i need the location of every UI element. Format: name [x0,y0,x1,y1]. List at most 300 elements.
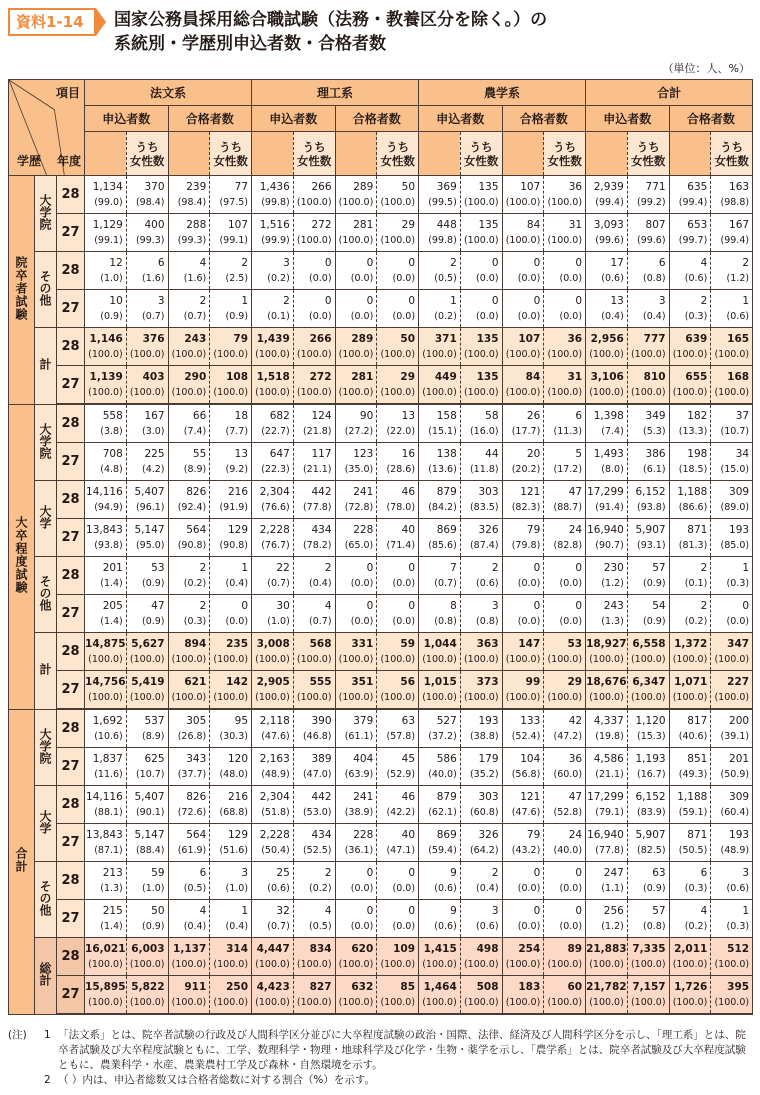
percent-value: (100.0) [380,958,416,970]
applicants-header: 申込者数 [85,106,169,132]
percent-value: (40.0) [428,768,457,780]
percent-value: (100.0) [422,691,457,703]
percent-value: (11.8) [469,463,499,475]
percent-value: (99.4) [678,196,708,208]
count-value: 31 [567,370,583,383]
value-cell [252,976,294,1015]
percent-value: (38.8) [469,730,499,742]
percent-value: (99.9) [261,234,290,246]
percent-value: (100.0) [296,691,332,703]
count-value: 1,071 [674,675,708,688]
section-label [9,176,35,405]
percent-value: (0.2) [267,272,290,284]
percent-value: (100.0) [338,691,374,703]
value-cell [210,290,252,328]
blank-header-cell [502,132,544,176]
value-cell [627,938,669,976]
value-cell [711,862,753,900]
women-line-2: 女性数 [213,153,248,168]
percent-value: (11.6) [94,768,123,780]
count-value: 2 [700,599,708,612]
value-cell [126,328,168,366]
count-value: 95 [234,714,249,727]
value-cell [377,976,419,1015]
percent-value: (0.0) [350,272,374,284]
value-cell [586,214,628,252]
percent-value: (100.0) [463,234,499,246]
percent-value: (100.0) [547,996,583,1008]
percent-value: (0.6) [726,882,750,894]
count-value: 2 [742,256,750,269]
group-header: 合計 [586,80,753,106]
count-value: 289 [353,180,374,193]
count-value: 879 [436,485,457,498]
percent-value: (100.0) [171,653,207,665]
value-cell [85,786,127,824]
percent-value: (0.6) [267,882,290,894]
value-cell [377,290,419,328]
percent-value: (100.0) [338,958,374,970]
year-cell: 28 [57,404,85,443]
percent-value: (68.8) [219,806,249,818]
table-row [9,557,753,595]
value-cell [669,252,711,290]
women-count-header [126,132,168,176]
percent-value: (0.0) [309,310,332,322]
percent-value: (52.4) [511,730,541,742]
women-line-1: うち [219,139,243,154]
percent-value: (72.6) [177,806,207,818]
count-value: 165 [727,332,750,345]
value-cell [335,595,377,633]
value-cell [627,786,669,824]
value-cell [419,824,461,862]
value-cell [627,671,669,710]
value-cell [669,290,711,328]
count-value: 24 [568,523,583,536]
percent-value: (0.5) [434,272,457,284]
percent-value: (100.0) [505,234,541,246]
value-cell [335,976,377,1015]
value-cell [586,900,628,938]
percent-value: (27.2) [344,425,374,437]
value-cell [544,328,586,366]
percent-value: (0.4) [309,577,332,589]
count-value: 1,137 [173,942,207,955]
percent-value: (0.0) [309,272,332,284]
percent-value: (97.5) [219,196,249,208]
value-cell [210,557,252,595]
value-cell [586,366,628,405]
value-cell [168,519,210,557]
passers-header: 合格者数 [168,106,252,132]
value-cell [460,214,502,252]
percent-value: (100.0) [380,996,416,1008]
value-cell [252,862,294,900]
percent-value: (100.0) [630,958,666,970]
count-value: 2,118 [259,714,290,727]
percent-value: (100.0) [255,348,290,360]
count-value: 63 [401,714,416,727]
value-cell [711,786,753,824]
section-label-text: 院卒者試験 [14,255,28,321]
year-cell: 27 [57,595,85,633]
count-value: 3 [241,866,249,879]
count-value: 1,692 [92,714,123,727]
percent-value: (100.0) [129,386,165,398]
value-cell [126,862,168,900]
count-value: 168 [727,370,750,383]
value-cell [377,862,419,900]
value-cell [586,671,628,710]
percent-value: (100.0) [422,348,457,360]
value-cell [335,443,377,481]
value-cell [669,176,711,214]
percent-value: (21.8) [302,425,332,437]
value-cell [335,557,377,595]
value-cell [502,976,544,1015]
applicants-header: 申込者数 [586,106,670,132]
year-cell: 27 [57,366,85,405]
corner-education-label: 学歴 [17,154,42,168]
percent-value: (1.2) [601,920,624,932]
count-value: 5,419 [131,675,165,688]
table-row [9,252,753,290]
value-cell [460,519,502,557]
count-value: 147 [518,637,541,650]
percent-value: (78.0) [386,501,416,513]
women-line-1: うち [469,139,493,154]
percent-value: (99.2) [636,196,666,208]
count-value: 879 [436,790,457,803]
value-cell [210,786,252,824]
count-value: 3 [658,294,666,307]
count-value: 227 [727,675,750,688]
count-value: 404 [353,752,374,765]
percent-value: (62.1) [428,806,457,818]
percent-value: (100.0) [672,691,708,703]
percent-value: (0.8) [643,920,666,932]
count-value: 107 [227,218,249,231]
percent-value: (71.4) [386,539,416,551]
value-cell [460,938,502,976]
count-value: 2,163 [259,752,290,765]
count-value: 817 [687,714,708,727]
count-value: 2,304 [259,485,290,498]
value-cell [502,786,544,824]
value-cell [293,633,335,671]
percent-value: (47.6) [511,806,541,818]
value-cell [335,938,377,976]
percent-value: (100.0) [338,653,374,665]
count-value: 3 [491,599,499,612]
education-label [35,862,57,938]
count-value: 869 [436,828,457,841]
value-cell [544,862,586,900]
count-value: 13 [610,294,624,307]
count-value: 46 [401,790,416,803]
value-cell [377,328,419,366]
count-value: 79 [233,332,249,345]
count-value: 4,447 [256,942,290,955]
percent-value: (52.8) [553,806,583,818]
count-value: 2 [491,866,499,879]
count-value: 0 [533,294,541,307]
value-cell [419,633,461,671]
percent-value: (0.9) [141,615,165,627]
count-value: 21,782 [586,980,627,993]
percent-value: (0.0) [350,615,374,627]
value-cell [168,404,210,443]
count-value: 6 [199,866,207,879]
count-value: 1 [742,294,750,307]
percent-value: (20.2) [511,463,541,475]
count-value: 498 [476,942,499,955]
women-line-2: 女性数 [463,153,499,168]
percent-value: (100.0) [672,348,708,360]
count-value: 851 [687,752,708,765]
percent-value: (100.0) [88,386,123,398]
count-value: 288 [186,218,207,231]
percent-value: (0.0) [392,882,416,894]
value-cell [377,252,419,290]
value-cell [502,252,544,290]
percent-value: (60.0) [553,768,583,780]
percent-value: (100.0) [380,386,416,398]
percent-value: (5.3) [643,425,666,437]
count-value: 5 [575,447,583,460]
value-cell [126,709,168,748]
value-cell [627,252,669,290]
education-label-text: その他 [38,880,52,916]
table-row [9,519,753,557]
count-value: 120 [227,752,249,765]
percent-value: (0.0) [559,310,583,322]
value-cell [210,519,252,557]
year-cell: 28 [57,328,85,366]
value-cell [85,595,127,633]
count-value: 59 [151,866,165,879]
education-label-text: 総計 [38,962,52,987]
value-cell [335,862,377,900]
value-cell [544,824,586,862]
value-cell [335,900,377,938]
percent-value: (0.6) [476,920,499,932]
percent-value: (100.0) [213,996,249,1008]
percent-value: (92.4) [177,501,207,513]
value-cell [460,633,502,671]
value-cell [335,290,377,328]
percent-value: (100.0) [129,958,165,970]
value-cell [126,290,168,328]
value-cell [85,671,127,710]
percent-value: (0.6) [726,310,750,322]
percent-value: (16.7) [636,768,666,780]
count-value: 9 [450,866,457,879]
count-value: 1,436 [259,180,290,193]
percent-value: (100.0) [129,348,165,360]
women-count-header [460,132,502,176]
value-cell [544,786,586,824]
education-label [35,481,57,557]
percent-value: (0.8) [476,615,499,627]
count-value: 4,586 [593,752,624,765]
value-cell [460,824,502,862]
value-cell [586,709,628,748]
count-value: 193 [729,523,750,536]
value-cell [168,252,210,290]
count-value: 272 [309,370,332,383]
corner-header [9,80,85,176]
count-value: 826 [186,485,207,498]
percent-value: (100.0) [630,996,666,1008]
percent-value: (100.0) [547,653,583,665]
value-cell [586,938,628,976]
percent-value: (94.9) [94,501,123,513]
percent-value: (0.0) [517,882,541,894]
count-value: 508 [476,980,499,993]
value-cell [502,214,544,252]
percent-value: (100.0) [129,653,165,665]
value-cell [335,748,377,786]
count-value: 5,407 [134,790,165,803]
value-cell [293,290,335,328]
percent-value: (90.7) [595,539,624,551]
year-cell: 28 [57,786,85,824]
value-cell [419,938,461,976]
value-cell [210,328,252,366]
percent-value: (17.7) [511,425,541,437]
percent-value: (100.0) [380,196,416,208]
value-cell [419,862,461,900]
percent-value: (100.0) [463,386,499,398]
count-value: 871 [687,828,708,841]
count-value: 18,927 [586,637,627,650]
value-cell [377,671,419,710]
count-value: 0 [491,256,499,269]
count-value: 309 [729,790,750,803]
value-cell [627,443,669,481]
value-cell [210,404,252,443]
percent-value: (0.8) [643,272,666,284]
count-value: 389 [311,752,332,765]
value-cell [460,900,502,938]
percent-value: (99.3) [135,234,165,246]
value-cell [669,938,711,976]
value-cell [502,633,544,671]
count-value: 135 [478,180,499,193]
count-value: 24 [568,828,583,841]
percent-value: (35.0) [344,463,374,475]
count-value: 1,044 [423,637,457,650]
percent-value: (0.9) [141,577,165,589]
blank-header-cell [168,132,210,176]
percent-value: (100.0) [213,386,249,398]
percent-value: (100.0) [255,996,290,1008]
count-value: 0 [575,866,583,879]
value-cell [252,443,294,481]
count-value: 46 [401,485,416,498]
value-cell [419,557,461,595]
count-value: 379 [353,714,374,727]
count-value: 2 [700,294,708,307]
count-value: 243 [603,599,624,612]
value-cell [711,633,753,671]
percent-value: (85.6) [428,539,457,551]
value-cell [502,748,544,786]
percent-value: (100.0) [589,653,624,665]
table-row [9,176,753,214]
value-cell [210,595,252,633]
percent-value: (1.4) [100,577,123,589]
count-value: 682 [269,409,290,422]
percent-value: (1.0) [100,272,123,284]
value-cell [544,481,586,519]
percent-value: (18.5) [678,463,708,475]
percent-value: (100.0) [255,958,290,970]
percent-value: (50.4) [261,844,290,856]
percent-value: (61.1) [344,730,374,742]
percent-value: (15.3) [636,730,666,742]
percent-value: (100.0) [547,234,583,246]
value-cell [126,671,168,710]
count-value: 3 [491,904,499,917]
data-table [8,79,753,1015]
value-cell [252,557,294,595]
value-cell [544,290,586,328]
notes-label: (注) [8,1029,27,1041]
percent-value: (0.5) [183,882,207,894]
percent-value: (0.0) [726,615,750,627]
group-header: 農学系 [419,80,586,106]
percent-value: (100.0) [296,196,332,208]
count-value: 30 [276,599,290,612]
count-value: 53 [151,561,165,574]
count-value: 281 [353,218,374,231]
value-cell [85,900,127,938]
count-value: 639 [685,332,708,345]
value-cell [419,176,461,214]
count-value: 386 [645,447,666,460]
percent-value: (0.0) [517,920,541,932]
value-cell [544,366,586,405]
count-value: 45 [401,752,416,765]
percent-value: (11.3) [553,425,583,437]
percent-value: (100.0) [171,691,207,703]
percent-value: (0.3) [684,310,708,322]
percent-value: (0.3) [726,577,750,589]
value-cell [252,671,294,710]
count-value: 0 [533,904,541,917]
value-cell [293,671,335,710]
count-value: 20 [526,447,541,460]
value-cell [711,176,753,214]
education-label-text: 大学院 [38,194,52,230]
percent-value: (0.0) [559,920,583,932]
value-cell [711,595,753,633]
value-cell [85,519,127,557]
value-cell [586,633,628,671]
count-value: 6,347 [632,675,666,688]
percent-value: (100.0) [672,996,708,1008]
count-value: 225 [144,447,165,460]
percent-value: (100.0) [380,234,416,246]
percent-value: (0.0) [476,310,499,322]
value-cell [586,290,628,328]
applicants-header: 申込者数 [419,106,503,132]
percent-value: (100.0) [422,653,457,665]
year-cell: 28 [57,938,85,976]
